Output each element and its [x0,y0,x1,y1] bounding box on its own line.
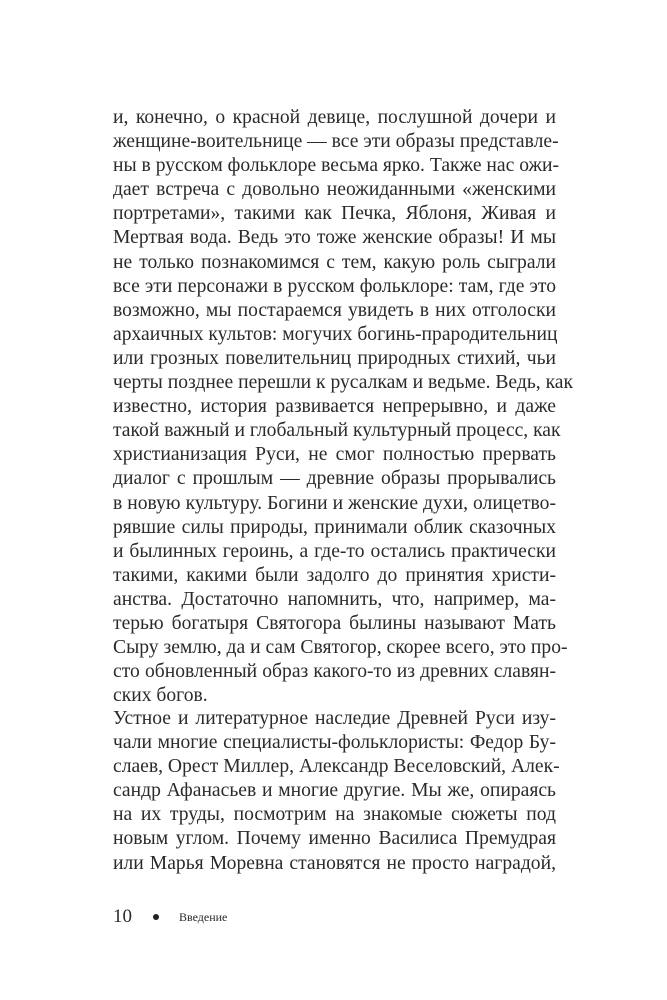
running-head: Введение [179,909,228,924]
text-line: сандр Афанасьев и многие другие. Мы же, опираясь [113,780,556,802]
text-line: или Марья Моревна становятся не просто наградой, [113,852,556,874]
text-line: анства. Достаточно напомнить, что, например, ма- [113,588,556,610]
text-line: в новую культуру. Богини и женские духи, олицетво- [113,492,556,514]
text-line: слаев, Орест Миллер, Александр Веселовский, Алек- [113,756,560,778]
text-line: рявшие силы природы, принимали облик сказочных [113,516,556,538]
text-line: такими, какими были задолго до принятия христи- [113,564,556,586]
paragraph-1 [113,106,574,708]
text-line: возможно, мы постараемся увидеть в них отголоски [113,299,556,321]
text-line: чали многие специалисты-фольклористы: Федор Бу- [113,732,556,754]
text-line: сто обновленный образ какого-то из древних славян- [113,661,556,683]
text-line: архаичных культов: могучих богинь-прародительниц [113,323,558,345]
text-line: ских богов. [113,685,208,707]
text-line: и былинных героинь, а где-то остались практически [113,540,556,562]
text-line: не только познакомимся с тем, какую роль сыграли [113,251,556,273]
text-line: новым углом. Почему именно Василиса Премудрая [113,828,556,850]
bullet-separator-icon [153,914,159,920]
text-line: Сыру землю, да и сам Святогор, скорее всего, это про- [113,637,568,659]
text-line: диалог с прошлым — древние образы прорывались [113,468,556,490]
text-line: Мертвая вода. Ведь это тоже женские образы! И мы [113,227,556,249]
text-line: женщине-воительнице — все эти образы представле- [113,131,559,153]
page-number: 10 [113,906,132,927]
text-line: христианизация Руси, не смог полностью прервать [113,444,556,466]
text-line: или грозных повелительниц природных стихий, чьи [113,347,556,369]
text-line: и, конечно, о красной девице, послушной дочери и [113,107,556,128]
text-line: все эти персонажи в русском фольклоре: там, где это [113,275,556,297]
text-line: портретами», такими как Печка, Яблоня, Живая и [113,203,556,225]
text-line: дает встреча с довольно неожиданными «женскими [113,179,556,201]
paragraph-2 [113,707,560,876]
text-line: черты позднее перешли к русалкам и ведьме. Ведь, как [113,372,574,394]
text-line: Устное и литературное наследие Древней Руси изу- [113,708,556,729]
text-line: такой важный и глобальный культурный процесс, как [113,420,561,442]
text-line: на их труды, посмотрим на знакомые сюжеты под [113,804,556,826]
text-line: терью богатыря Святогора былины называют Мать [113,612,556,634]
page-footer [113,906,227,928]
text-line: известно, история развивается непрерывно, и даже [113,396,556,418]
text-line: ны в русском фольклоре весьма ярко. Также нас ожи- [113,155,560,177]
